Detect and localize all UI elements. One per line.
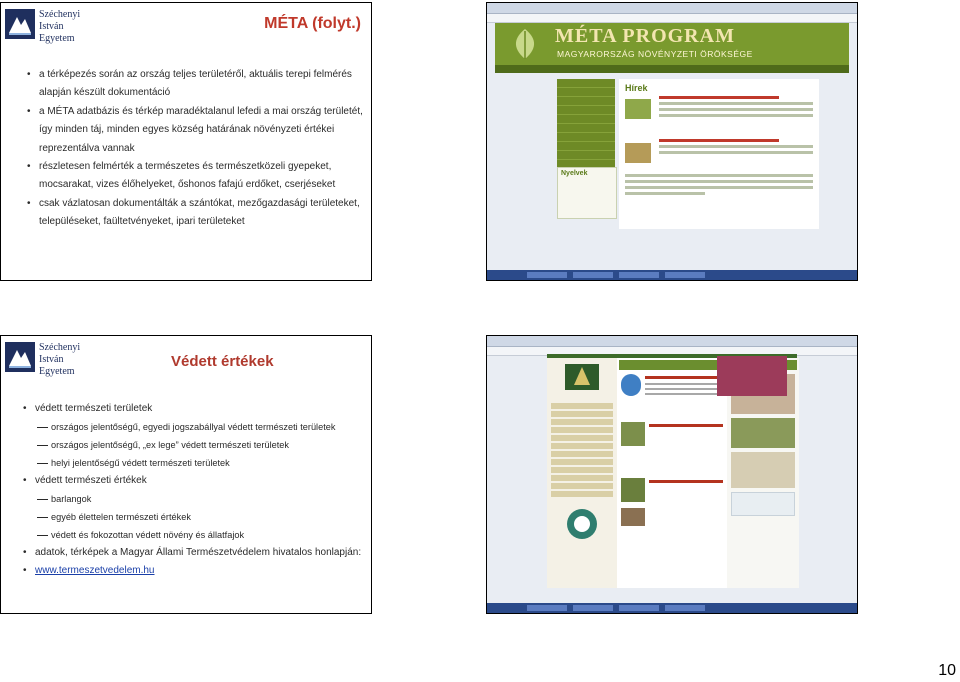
os-taskbar (487, 603, 857, 613)
logo-line: István (39, 354, 64, 365)
bullet-item: • a térképezés során az ország teljes területéről, aktuális terepi felmérés alapján készült dokumentáció (25, 66, 365, 103)
site-title: MÉTA PROGRAM (555, 25, 735, 47)
slide-meta-continued (0, 2, 372, 281)
slide-meta-website-screenshot (486, 2, 858, 281)
leaf-logo-icon (505, 27, 545, 61)
ministry-logo-icon (565, 364, 599, 390)
sub-bullet-item: egyéb élettelen természeti értékek (21, 508, 366, 526)
site-subtitle: MAGYARORSZÁG NÖVÉNYZETI ÖRÖKSÉGE (557, 49, 753, 59)
bullet-item: • a MÉTA adatbázis és térkép maradéktalanul lefedi a mai ország területét, így minden táj, minden egyes község határának növényzeti értékei reprezentálva vannak (25, 103, 365, 158)
browser-tab-bar (487, 336, 857, 347)
logo-line: Széchenyi (39, 9, 81, 20)
bullet-item: • részletesen felmérték a természetes és természetközeli gyepeket, mocsarakat, vizes élőhelyeket, őshonos fafajú erdőket, cserjéseket (25, 158, 365, 195)
site-news-column (617, 358, 727, 588)
university-emblem-icon (5, 9, 35, 39)
logo-line: Egyetem (39, 366, 75, 377)
bullet-item: • védett természeti értékek (21, 472, 366, 490)
language-heading: Nyelvek (561, 170, 588, 177)
os-taskbar (487, 270, 857, 280)
logo-line: Széchenyi (39, 342, 81, 353)
sub-bullet-item: országos jelentőségű, „ex lege” védett természeti területek (21, 436, 366, 454)
news-heading: Hírek (625, 83, 648, 93)
university-emblem-icon (5, 342, 35, 372)
bullet-item: • adatok, térképek a Magyar Állami Természetvédelem hivatalos honlapján: (21, 544, 366, 562)
language-box (557, 167, 617, 219)
site-header (495, 23, 849, 65)
sub-bullet-item: országos jelentőségű, egyedi jogszabállyal védett természeti területek (21, 418, 366, 436)
university-logo (5, 342, 115, 378)
news-image (625, 99, 651, 119)
slide-protected-values (0, 335, 372, 614)
bullet-item: • védett természeti területek (21, 400, 366, 418)
bullet-item: • csak vázlatosan dokumentálták a szántókat, mezőgazdasági területeket, településeket, faültetvényeket, ipari területeket (25, 195, 365, 232)
site-left-menu (547, 358, 617, 588)
slide-title: MÉTA (folyt.) (264, 15, 361, 32)
page-number: 10 (938, 662, 956, 679)
sub-bullet-item: helyi jelentőségű védett természeti területek (21, 454, 366, 472)
website-link[interactable]: www.termeszetvedelem.hu (35, 565, 155, 576)
sub-bullet-item: barlangok (21, 490, 366, 508)
sub-bullet-item: védett és fokozottan védett növény és állatfajok (21, 526, 366, 544)
bullet-list (25, 66, 365, 232)
national-park-logo-icon (565, 507, 599, 541)
slide-title: Védett értékek (171, 353, 274, 370)
bullet-list (21, 400, 366, 580)
slide-nature-conservation-screenshot (486, 335, 858, 614)
logo-line: István (39, 21, 64, 32)
browser-screenshot (487, 3, 857, 280)
university-logo (5, 9, 115, 45)
browser-address-bar (487, 14, 857, 23)
browser-tab-bar (487, 3, 857, 14)
browser-screenshot (487, 336, 857, 613)
site-banner-image (717, 356, 787, 396)
site-nav (495, 65, 849, 73)
bullet-item (21, 562, 366, 580)
news-panel (619, 79, 819, 229)
news-image (625, 143, 651, 163)
logo-line: Egyetem (39, 33, 75, 44)
